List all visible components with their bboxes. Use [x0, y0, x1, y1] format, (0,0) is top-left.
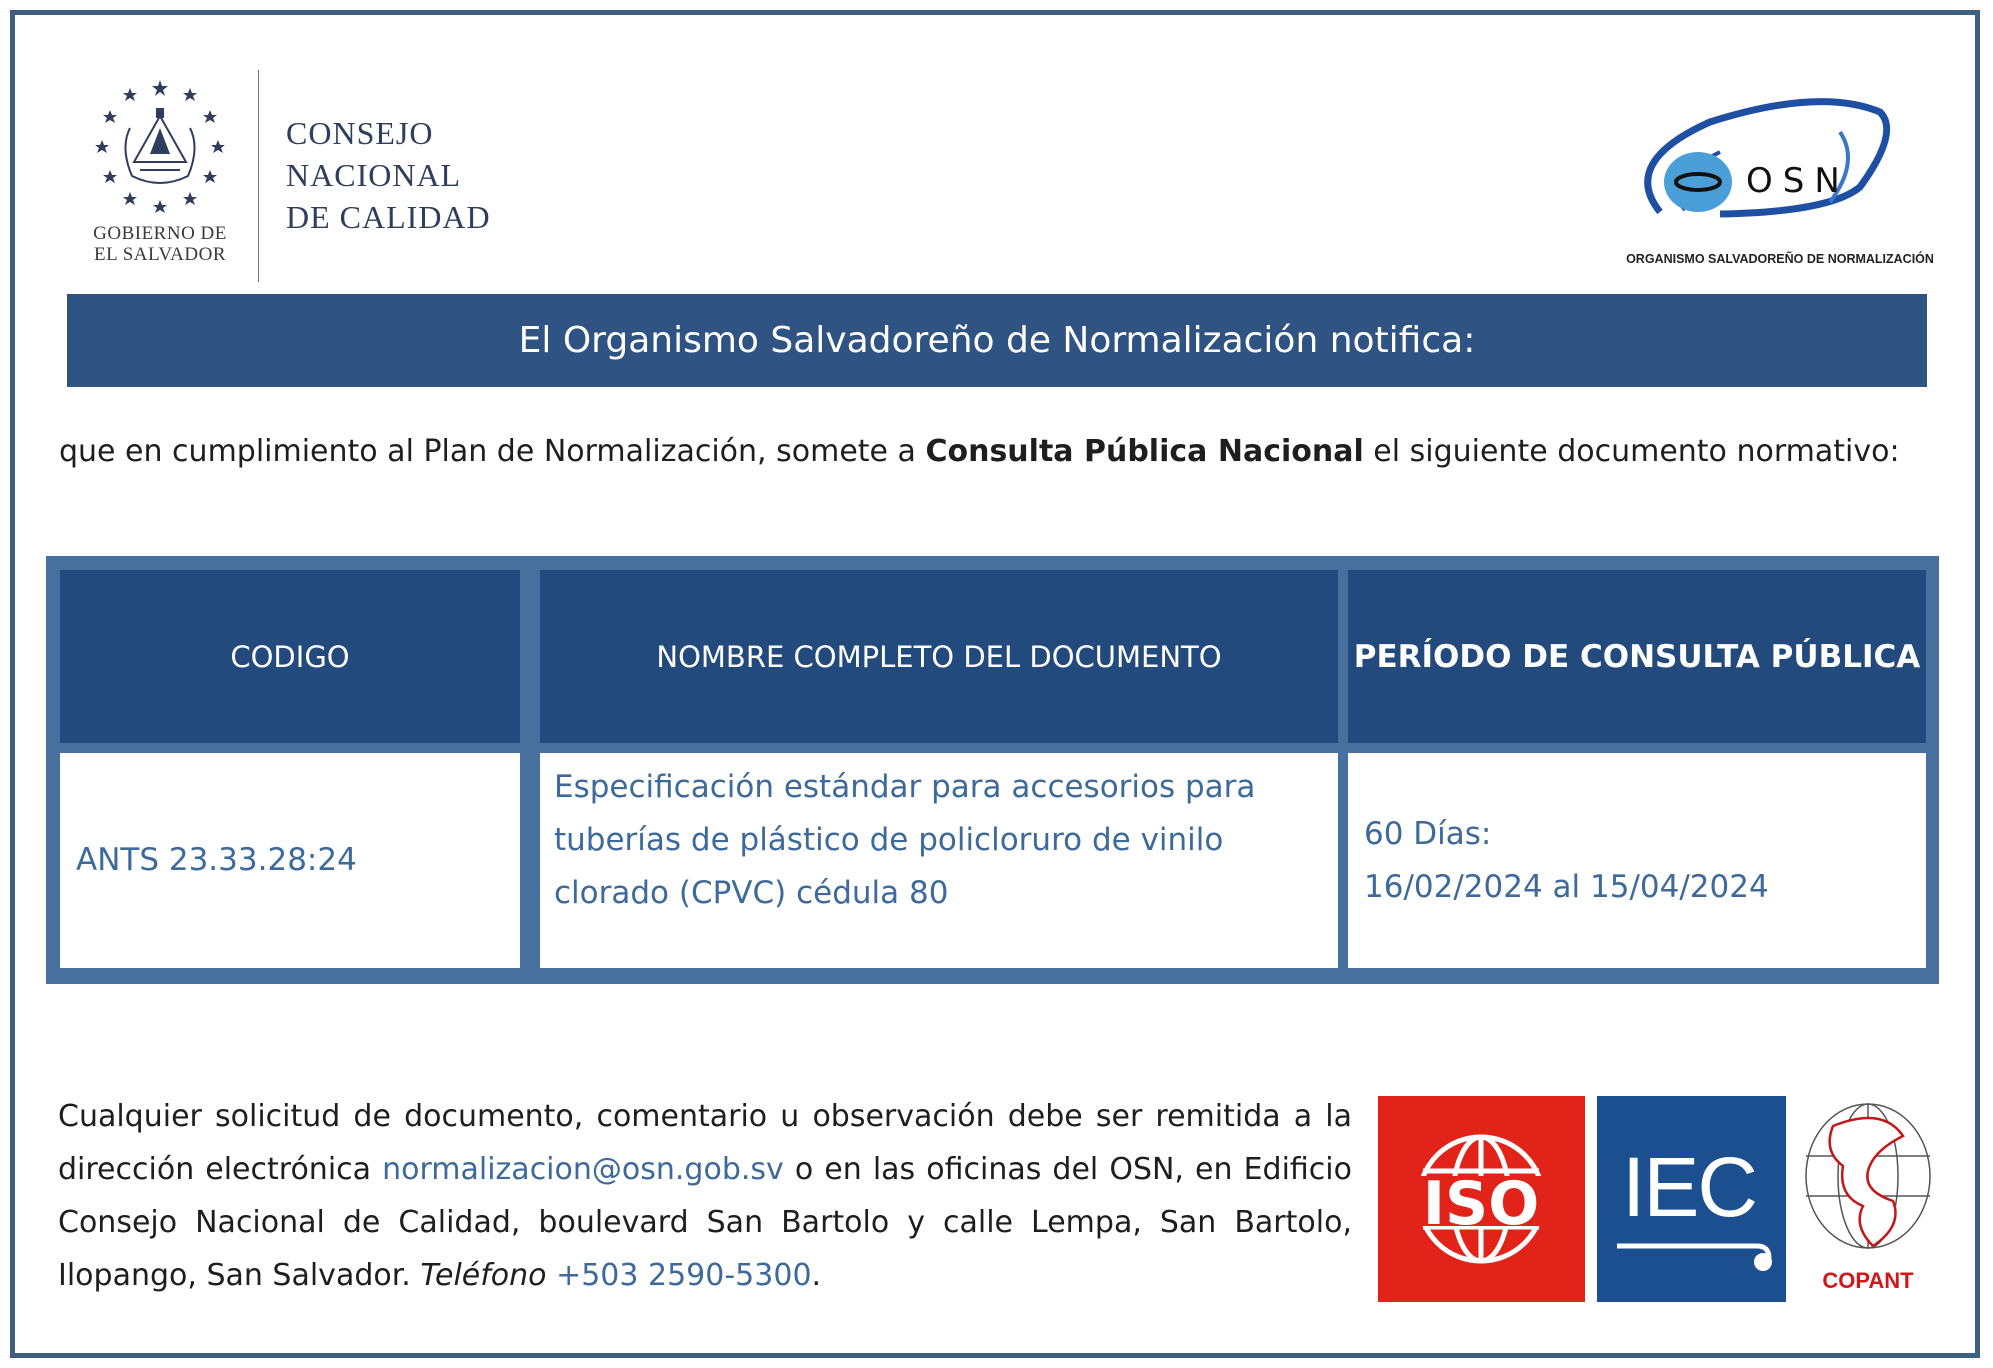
contact-phone[interactable]: +503 2590-5300: [556, 1258, 812, 1293]
contact-email-link[interactable]: normalizacion@osn.gob.sv: [382, 1152, 784, 1187]
copant-logo-icon: [1793, 1096, 1943, 1266]
footer-text-1: Cualquier solicitud de documento, comentario u observación debe ser remitida a la dirección electrónica: [58, 1099, 1352, 1187]
footer-text-2: o en las oficinas del OSN, en Edificio Consejo Nacional de Calidad, boulevard San Bartolo y calle Lempa, San Bartolo, Ilopango, San Salvador.: [58, 1152, 1352, 1293]
el-salvador-coat-of-arms-icon: [90, 78, 230, 218]
iec-label: IEC: [1621, 1140, 1757, 1234]
header-code-label: CODIGO: [230, 639, 350, 674]
government-name: [70, 223, 250, 265]
header-period-label: PERÍODO DE CONSULTA PÚBLICA: [1353, 638, 1921, 675]
intro-paragraph: [59, 425, 1901, 478]
document-code: ANTS 23.33.28:24: [76, 842, 357, 878]
cell-code: [60, 753, 520, 968]
notice-banner: [67, 294, 1927, 387]
header-divider: [258, 70, 259, 282]
document-table: [46, 556, 1939, 984]
intro-text-end: el siguiente documento normativo:: [1363, 434, 1900, 469]
footer-end: .: [811, 1258, 822, 1293]
document-name: Especificación estándar para accesorios para tuberías de plástico de policloruro de vinilo clorado (CPVC) cédula 80: [554, 769, 1256, 911]
iec-logo-icon: [1597, 1096, 1786, 1302]
banner-title: El Organismo Salvadoreño de Normalización notifica:: [518, 320, 1476, 361]
period-days: 60 Días:: [1364, 815, 1492, 852]
intro-bold-text: Consulta Pública Nacional: [925, 434, 1364, 469]
header-name-label: NOMBRE COMPLETO DEL DOCUMENTO: [656, 639, 1222, 674]
council-line-1: CONSEJO: [286, 115, 434, 151]
osn-caption: ORGANISMO SALVADOREÑO DE NORMALIZACIÓN: [1626, 252, 1934, 266]
iso-logo: [1378, 1096, 1585, 1302]
header-period: [1348, 570, 1926, 743]
cell-period: [1348, 753, 1926, 968]
government-logo: [70, 78, 250, 278]
phone-label: Teléfono: [420, 1258, 547, 1293]
cell-name: [540, 753, 1338, 968]
iso-label: ISO: [1422, 1169, 1540, 1239]
header-code: [60, 570, 520, 743]
council-line-2: NACIONAL: [286, 157, 462, 193]
iso-logo-icon: [1378, 1096, 1585, 1302]
header-name: [540, 570, 1338, 743]
council-name: [286, 112, 491, 238]
copant-logo: [1793, 1096, 1943, 1302]
period-range: 16/02/2024 al 15/04/2024: [1364, 868, 1769, 905]
osn-mark: OSN: [1746, 161, 1850, 201]
copant-label: COPANT: [1822, 1268, 1914, 1293]
gov-line-2: EL SALVADOR: [93, 244, 226, 265]
council-line-3: DE CALIDAD: [286, 199, 491, 235]
footer-paragraph: [58, 1090, 1352, 1302]
osn-logo: [1600, 92, 1960, 272]
osn-logo-icon: [1600, 92, 1960, 252]
gov-line-1: GOBIERNO DE: [93, 223, 227, 244]
iec-logo: [1597, 1096, 1786, 1302]
intro-text-start: que en cumplimiento al Plan de Normalización, somete a: [59, 434, 926, 469]
